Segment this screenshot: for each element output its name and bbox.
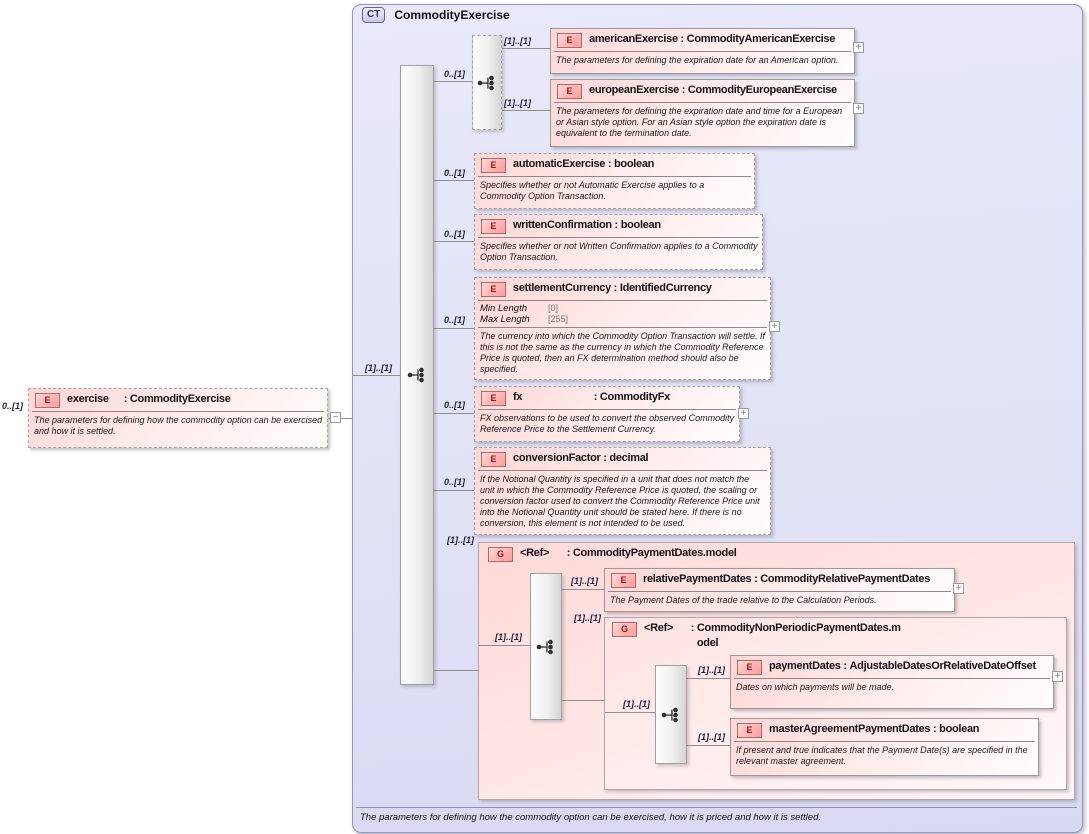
cardinality-label: [1]..[1] [623, 699, 650, 709]
connector-line [432, 490, 474, 491]
sequence-icon [660, 706, 682, 724]
element-annotation: If present and true indicates that the Payment Date(s) are specified in the relevant master agreement. [736, 745, 1028, 766]
element-type: AdjustableDatesOrRelativeDateOffset [849, 660, 1036, 672]
element-box-conversionFactor[interactable] [474, 447, 771, 535]
element-type: decimal [609, 452, 649, 464]
element-annotation: Specifies whether or not Written Confirmation applies to a Commodity Option Transaction. [480, 241, 758, 262]
connector-line [479, 645, 530, 646]
footer-divider [356, 807, 1077, 808]
cardinality-label: [1]..[1] [504, 36, 531, 46]
cardinality-label: [1]..[1] [447, 535, 474, 545]
element-badge: E [481, 158, 506, 173]
cardinality-label: [1]..[1] [574, 613, 601, 623]
expand-icon[interactable]: + [1052, 671, 1063, 682]
element-box-relativePaymentDates[interactable] [604, 568, 955, 612]
element-badge: E [481, 219, 506, 234]
colon-separator: : [677, 33, 687, 45]
element-badge: E [481, 391, 506, 406]
facet-value: [255] [548, 314, 569, 324]
connector-line [560, 700, 604, 701]
expand-icon[interactable]: + [853, 103, 864, 114]
expand-icon[interactable]: + [953, 583, 964, 594]
connector-line [432, 81, 472, 82]
element-badge: E [611, 573, 636, 588]
connector-line [605, 712, 655, 713]
connector-line [432, 328, 474, 329]
element-annotation: The currency into which the Commodity Option Transaction will settle. If this is not the same as the currency in which the Commodity Reference Price is quoted, then an FX determination method should also be specified. [480, 331, 765, 374]
cardinality-label: 0..[1] [2, 401, 24, 411]
choice-icon [476, 74, 498, 92]
complex-type-annotation: The parameters for defining how the commodity option can be exercised, how it is priced and how it is settled. [360, 812, 821, 823]
facet-value: [0] [548, 303, 559, 313]
element-type: CommodityExercise [129, 393, 231, 405]
element-badge: E [481, 452, 506, 467]
cardinality-label: 0..[1] [444, 400, 466, 410]
element-badge: E [737, 660, 762, 675]
element-name: masterAgreementPaymentDates [769, 723, 931, 735]
colon-separator: : [605, 158, 615, 170]
colon-separator: : [564, 547, 573, 559]
element-type: boolean [620, 219, 661, 231]
element-name: exercise [67, 393, 109, 405]
group-badge: G [488, 547, 513, 562]
element-name: fx [513, 391, 523, 403]
element-type: CommodityAmericanExercise [686, 33, 836, 45]
element-annotation: The parameters for defining the expiration date and time for a European or Asian style option. For an Asian style option the expiration date is equivalent to the termination date. [556, 106, 843, 138]
nested-group-sequence-compositor[interactable] [655, 665, 687, 764]
connector-line [500, 110, 550, 111]
complex-type-title: CommodityExercise [394, 8, 510, 22]
element-type: IdentifiedCurrency [619, 282, 712, 294]
sequence-icon [535, 638, 557, 656]
colon-separator: : [751, 573, 761, 585]
complex-type-badge: CT [362, 7, 385, 23]
colon-separator: : [611, 219, 621, 231]
cardinality-label: 0..[1] [444, 168, 466, 178]
element-box-fx[interactable] [474, 386, 740, 442]
cardinality-label: 0..[1] [444, 477, 466, 487]
sequence-compositor[interactable] [400, 65, 434, 685]
cardinality-label: [1]..[1] [571, 576, 598, 586]
cardinality-label: 0..[1] [444, 315, 466, 325]
element-name: settlementCurrency [513, 282, 611, 294]
colon-separator: : [688, 622, 697, 634]
colon-separator: : [600, 452, 610, 464]
element-annotation: Specifies whether or not Automatic Exercise applies to a Commodity Option Transaction. [480, 180, 705, 201]
facet-label: Max Length [480, 314, 530, 325]
colon-separator: : [840, 660, 850, 672]
element-type: CommodityEuropeanExercise [687, 84, 837, 96]
element-box-automaticExercise[interactable] [474, 153, 755, 209]
facet-label: Min Length [480, 303, 528, 314]
element-annotation: FX observations to be used to convert the observed Commodity Reference Price to the Settlement Currency. [480, 413, 735, 434]
choice-compositor[interactable] [472, 35, 502, 130]
cardinality-label: 0..[1] [444, 229, 466, 239]
group-sequence-compositor[interactable] [530, 573, 562, 720]
colon-separator: : [610, 282, 620, 294]
group-name: <Ref> [520, 547, 550, 559]
cardinality-label: 0..[1] [444, 69, 466, 79]
collapse-icon[interactable]: − [330, 412, 341, 423]
connector-line [685, 745, 730, 746]
expand-icon[interactable]: + [769, 321, 780, 332]
element-badge: E [35, 393, 60, 408]
connector-line [432, 180, 474, 181]
element-badge: E [557, 84, 582, 99]
group-badge: G [612, 622, 637, 637]
element-box-settlementCurrency[interactable] [474, 277, 771, 380]
element-badge: E [481, 282, 506, 297]
connector-line [353, 375, 400, 376]
cardinality-label: [1]..[1] [495, 632, 522, 642]
element-type: boolean [614, 158, 655, 170]
expand-icon[interactable]: + [853, 42, 864, 53]
facet-row [480, 303, 766, 314]
element-annotation: The Payment Dates of the trade relative to the Calculation Periods. [610, 595, 877, 605]
element-type: CommodityFx [599, 391, 670, 403]
connector-line [500, 48, 550, 49]
cardinality-label: [1]..[1] [698, 732, 725, 742]
connector-line [560, 589, 604, 590]
element-box-americanExercise[interactable] [550, 28, 855, 74]
colon-separator: : [591, 391, 600, 403]
element-box-paymentDates[interactable] [730, 655, 1054, 709]
connector-line [432, 241, 474, 242]
connector-line [432, 670, 478, 671]
element-name: europeanExercise [589, 84, 679, 96]
connector-line [432, 413, 474, 414]
facet-table [475, 301, 770, 326]
element-box-writtenConfirmation[interactable] [474, 214, 763, 270]
element-box-masterAgreementPaymentDates[interactable] [730, 718, 1039, 776]
cardinality-label: [1]..[1] [698, 665, 725, 675]
element-name: americanExercise [589, 33, 678, 45]
group-type: CommodityPaymentDates.model [572, 547, 737, 559]
element-name: paymentDates [769, 660, 841, 672]
element-annotation: The parameters for defining how the commodity option can be exercised and how it is settled. [34, 415, 323, 436]
element-name: writtenConfirmation [513, 219, 612, 231]
colon-separator: : [930, 723, 940, 735]
colon-separator: : [678, 84, 688, 96]
element-name: conversionFactor [513, 452, 601, 464]
cardinality-label: [1]..[1] [365, 363, 392, 373]
group-type: CommodityNonPeriodicPaymentDates.model [696, 622, 901, 649]
connector-line [685, 678, 730, 679]
element-box-europeanExercise[interactable] [550, 79, 855, 147]
element-annotation: If the Notional Quantity is specified in a unit that does not match the unit in which the Commodity Reference Price is quoted, the scaling or conversion factor used to convert the Commodity Reference Price unit into the Notional Quantity unit should be stated here. If there is no conversion, this element is not intended to be used. [480, 474, 760, 528]
element-badge: E [737, 723, 762, 738]
expand-icon[interactable]: + [738, 408, 749, 419]
group-name: <Ref> [644, 622, 674, 634]
element-annotation: Dates on which payments will be made. [736, 682, 895, 692]
element-box-exercise[interactable] [28, 388, 328, 448]
element-name: automaticExercise [513, 158, 606, 170]
sequence-icon [406, 366, 428, 384]
element-type: boolean [939, 723, 980, 735]
element-badge: E [557, 33, 582, 48]
cardinality-label: [1]..[1] [504, 98, 531, 108]
element-annotation: The parameters for defining the expiration date for an American option. [556, 55, 839, 65]
colon-separator: : [121, 393, 130, 405]
element-name: relativePaymentDates [643, 573, 752, 585]
facet-row [480, 314, 766, 325]
element-type: CommodityRelativePaymentDates [760, 573, 931, 585]
